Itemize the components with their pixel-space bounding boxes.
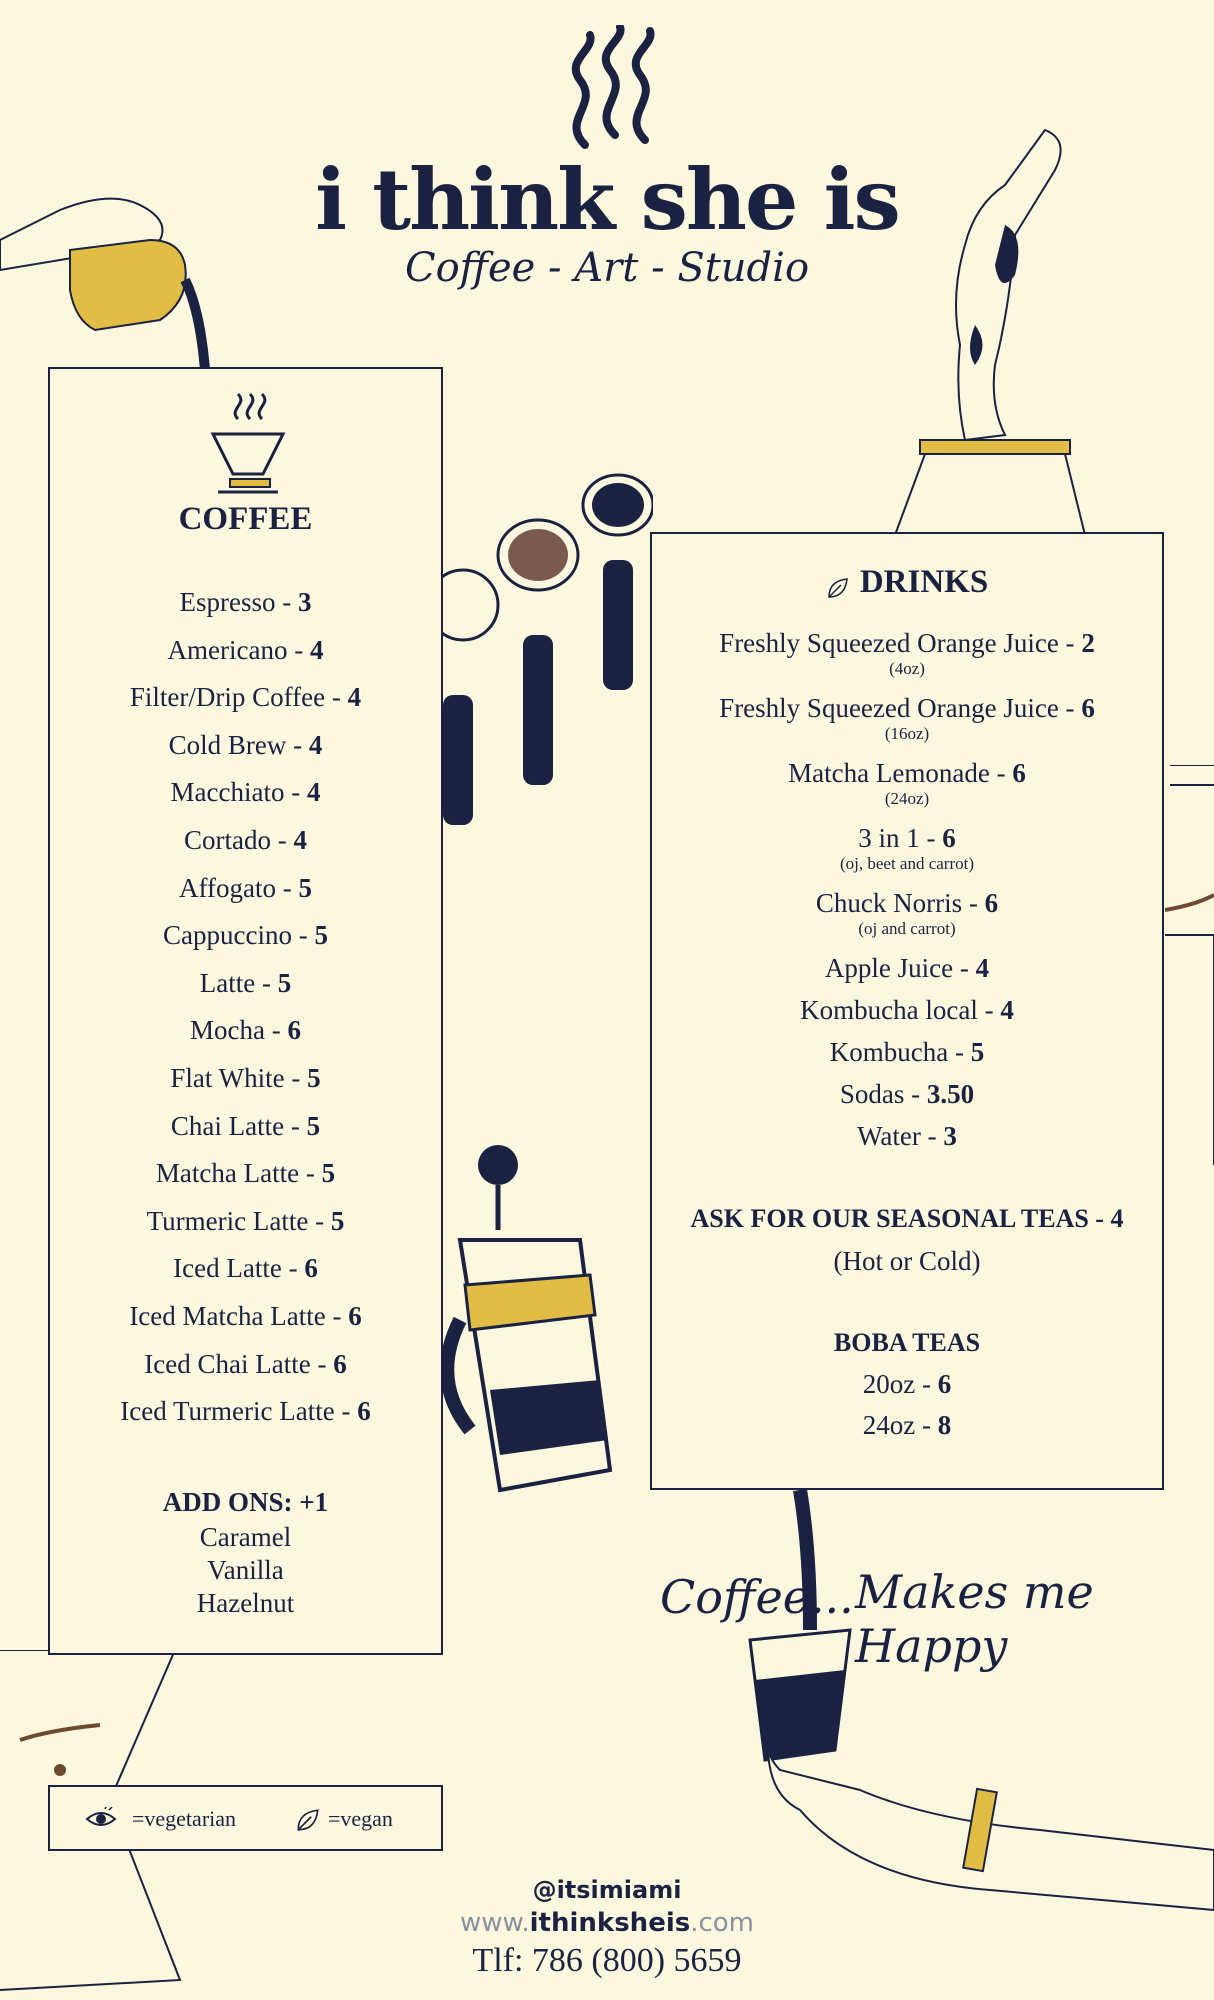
menu-item: Cortado - 4 — [184, 824, 307, 855]
menu-item: Flat White - 5 — [170, 1062, 321, 1093]
menu-item: Kombucha local - 4 — [800, 995, 1014, 1025]
addon-item: Caramel — [199, 1522, 292, 1552]
addons-title: ADD ONS: +1 — [162, 1487, 329, 1517]
url-suffix: .com — [690, 1908, 755, 1938]
menu-item: Kombucha - 5 — [829, 1037, 985, 1067]
tagline-right: Makes me Happy — [855, 1565, 1094, 1673]
pitcher-hand-illustration — [0, 170, 220, 370]
menu-item: Water - 3 — [857, 1121, 957, 1151]
menu-item: Iced Latte - 6 — [173, 1253, 318, 1284]
vegan-label: =vegan — [328, 1806, 393, 1831]
leaf-icon — [826, 576, 850, 600]
leaf-icon — [295, 1807, 321, 1833]
menu-item: Iced Matcha Latte - 6 — [129, 1300, 362, 1331]
drinks-menu-panel — [650, 532, 1164, 1490]
website-link[interactable] — [0, 1908, 1214, 1938]
menu-item: Sodas - 3.50 — [839, 1079, 975, 1109]
addon-item: Hazelnut — [196, 1588, 295, 1618]
portafilters-illustration — [443, 460, 653, 860]
coffee-list — [50, 579, 441, 1436]
addons-list — [50, 1521, 441, 1620]
menu-item: Affogato - 5 — [179, 872, 312, 903]
boba-title: BOBA TEAS — [833, 1328, 981, 1357]
menu-item: Mocha - 6 — [190, 1015, 301, 1046]
vegetarian-label: =vegetarian — [132, 1806, 237, 1831]
menu-item: Matcha Lemonade - 6 (24oz) — [788, 758, 1026, 808]
menu-item: Freshly Squeezed Orange Juice - 2 (4oz) — [719, 628, 1095, 678]
menu-item: Cappuccino - 5 — [163, 920, 328, 951]
instagram-handle[interactable]: @itsimiami — [532, 1876, 682, 1904]
menu-item: Cold Brew - 4 — [168, 729, 323, 760]
pour-over-icon — [208, 389, 288, 499]
menu-item: Espresso - 3 — [179, 587, 312, 617]
coffee-menu-panel — [48, 367, 443, 1655]
drinks-header — [652, 564, 1162, 601]
hand-glass-illustration — [740, 1490, 1214, 1920]
eye-icon — [85, 1807, 117, 1831]
boba-teas — [652, 1326, 1162, 1442]
statue-illustration — [895, 125, 1105, 535]
menu-item: Americano - 4 — [167, 634, 324, 665]
seasonal-note: (Hot or Cold) — [833, 1246, 981, 1276]
addon-item: Vanilla — [207, 1555, 284, 1585]
menu-item: Filter/Drip Coffee - 4 — [129, 682, 362, 713]
menu-item: 20oz - 6 — [862, 1369, 952, 1399]
diet-legend — [48, 1785, 443, 1851]
phone-number[interactable]: Tlf: 786 (800) 5659 — [472, 1942, 742, 1979]
seasonal-title: ASK FOR OUR SEASONAL TEAS - — [690, 1204, 1104, 1233]
menu-item: Apple Juice - 4 — [824, 953, 990, 983]
url-domain: ithinksheis — [529, 1908, 691, 1938]
brand-title: i think she is — [315, 150, 899, 249]
menu-item: Turmeric Latte - 5 — [146, 1205, 345, 1236]
menu-item: Latte - 5 — [199, 967, 292, 998]
steam-logo-icon — [555, 25, 675, 150]
coffee-section-title: COFFEE — [178, 501, 313, 537]
seasonal-teas — [652, 1202, 1162, 1278]
brand-subtitle: Coffee - Art - Studio — [404, 245, 810, 291]
tagline-left: Coffee... — [660, 1570, 854, 1624]
glass-edge-illustration — [1165, 765, 1214, 1165]
drinks-section-title: DRINKS — [859, 564, 989, 600]
menu-item: Chuck Norris - 6 (oj and carrot) — [815, 888, 999, 938]
seasonal-price: 4 — [1110, 1204, 1124, 1233]
menu-item: Chai Latte - 5 — [170, 1110, 321, 1141]
menu-item: Matcha Latte - 5 — [155, 1158, 336, 1189]
french-press-illustration — [440, 1140, 650, 1510]
menu-item: Macchiato - 4 — [170, 777, 321, 808]
menu-item: Iced Chai Latte - 6 — [144, 1348, 347, 1379]
menu-item: Iced Turmeric Latte - 6 — [120, 1396, 371, 1427]
menu-item: 24oz - 8 — [862, 1410, 952, 1440]
menu-item: Freshly Squeezed Orange Juice - 6 (16oz) — [719, 693, 1095, 743]
drinks-list — [652, 626, 1162, 1161]
url-prefix: www. — [459, 1908, 530, 1938]
menu-item: 3 in 1 - 6 (oj, beet and carrot) — [839, 823, 975, 873]
